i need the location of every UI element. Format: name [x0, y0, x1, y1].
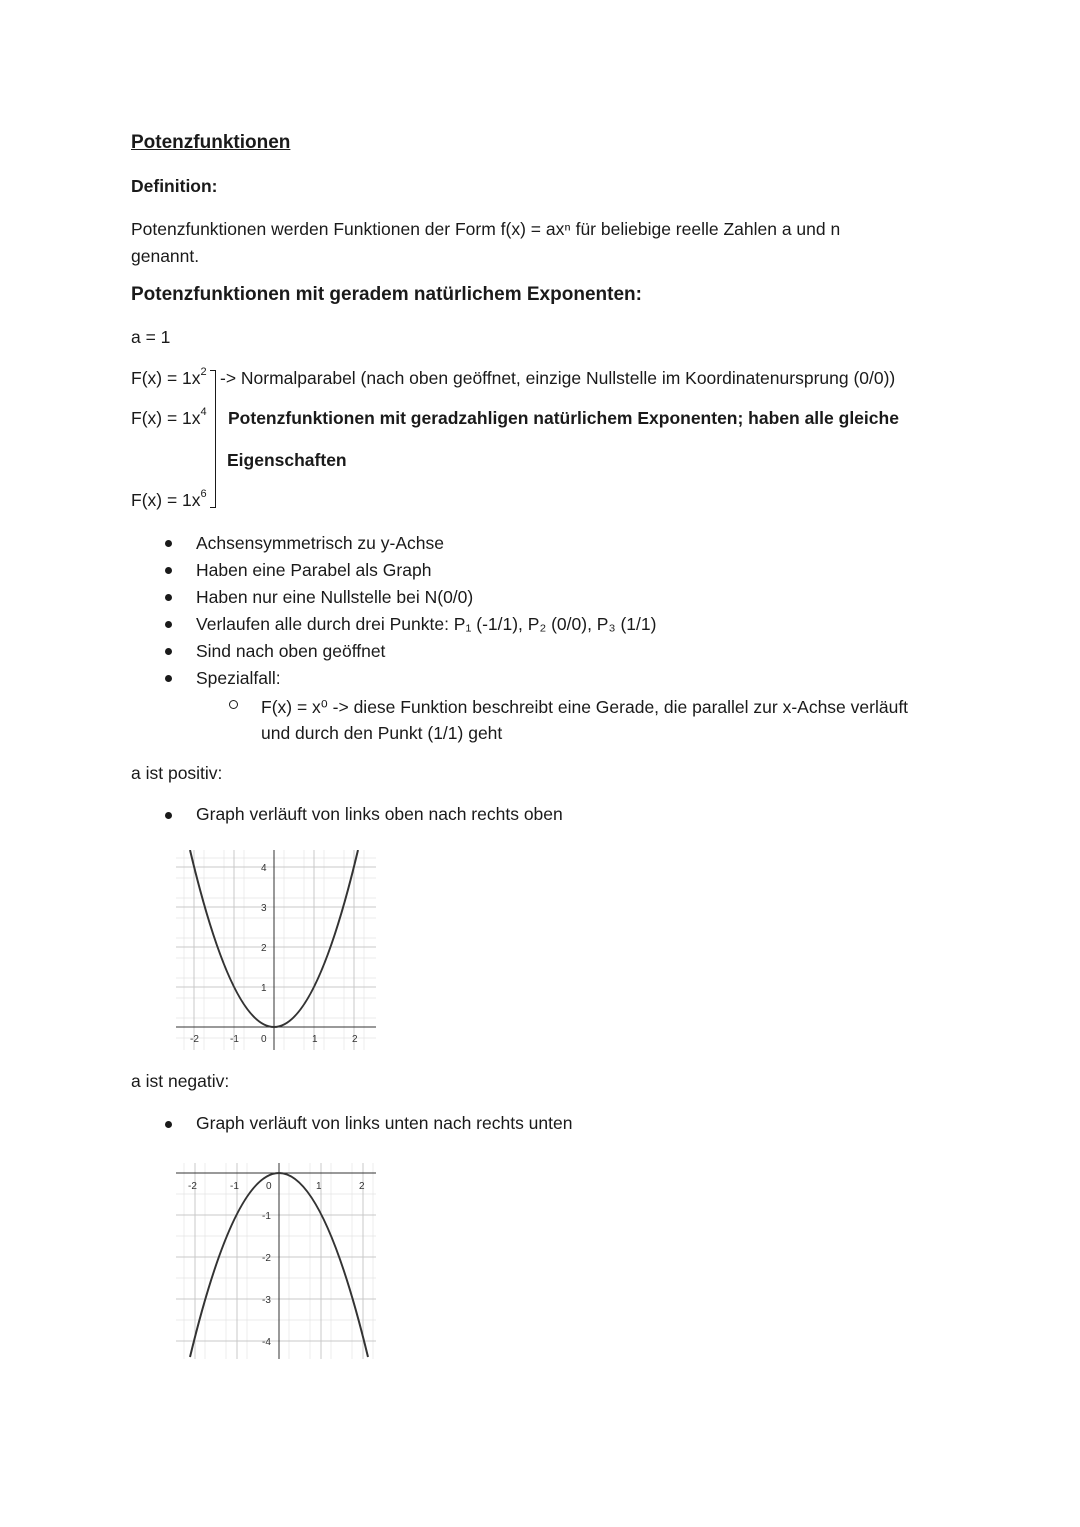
function-label: F(x) = 1x — [131, 490, 201, 510]
svg-text:-1: -1 — [230, 1034, 239, 1045]
grouping-bracket — [210, 370, 216, 508]
normalparabel-note: -> Normalparabel (nach oben geöffnet, einzige Nullstelle im Koordinatenursprung (0/0)) — [220, 368, 896, 388]
positive-bullet — [160, 804, 563, 825]
list-item: Verlaufen alle durch drei Punkte: P₁ (-1/1), P₂ (0/0), P₃ (1/1) — [160, 613, 656, 640]
function-label: F(x) = 1x — [131, 408, 201, 428]
svg-text:-2: -2 — [188, 1181, 197, 1192]
chart-svg — [176, 1163, 378, 1359]
svg-text:2: 2 — [261, 943, 267, 954]
function-label: F(x) = 1x — [131, 368, 201, 388]
svg-text:0: 0 — [266, 1181, 272, 1192]
negative-heading: a ist negativ: — [131, 1071, 230, 1091]
exponent: 6 — [200, 488, 207, 500]
svg-text:2: 2 — [352, 1034, 358, 1045]
chart-svg — [176, 850, 378, 1052]
svg-text:-4: -4 — [262, 1337, 271, 1348]
hollow-bullet-icon — [229, 700, 238, 709]
chart-positive-parabola — [176, 850, 378, 1057]
svg-text:1: 1 — [261, 983, 267, 994]
bracket-note-line2: Eigenschaften — [227, 450, 347, 470]
svg-text:-1: -1 — [230, 1181, 239, 1192]
function-x4 — [131, 408, 207, 429]
svg-text:1: 1 — [316, 1181, 322, 1192]
list-item: Haben eine Parabel als Graph — [160, 559, 656, 586]
svg-text:0: 0 — [261, 1034, 267, 1045]
section-heading: Potenzfunktionen mit geradem natürlichem Exponenten: — [131, 284, 642, 305]
negative-bullet — [160, 1113, 572, 1134]
bullet-text: Graph verläuft von links oben nach rechts oben — [196, 804, 563, 824]
svg-text:-2: -2 — [190, 1034, 199, 1045]
svg-text:4: 4 — [261, 863, 267, 874]
svg-text:3: 3 — [261, 903, 267, 914]
svg-text:1: 1 — [312, 1034, 318, 1045]
list-item: Achsensymmetrisch zu y-Achse — [160, 532, 656, 559]
bullet-text: Graph verläuft von links unten nach rechts unten — [196, 1113, 573, 1133]
list-item: Haben nur eine Nullstelle bei N(0/0) — [160, 586, 656, 613]
exponent: 2 — [200, 366, 207, 378]
svg-text:-2: -2 — [262, 1253, 271, 1264]
positive-heading: a ist positiv: — [131, 763, 223, 783]
properties-list — [160, 532, 656, 694]
list-item: Spezialfall: — [160, 667, 656, 694]
exponent: 4 — [200, 406, 207, 418]
definition-text: Potenzfunktionen werden Funktionen der Form f(x) = axⁿ für beliebige reelle Zahlen a und n genannt. — [131, 219, 841, 266]
chart-negative-parabola — [176, 1163, 378, 1364]
special-case-text: F(x) = x⁰ -> diese Funktion beschreibt eine Gerade, die parallel zur x-Achse verläuft und durch den Punkt (1/1) geht — [261, 697, 909, 743]
definition-heading: Definition: — [131, 176, 218, 196]
bracket-note-line1: Potenzfunktionen mit geradzahligen natürlichem Exponenten; haben alle gleiche — [228, 408, 899, 428]
page-title: Potenzfunktionen — [131, 132, 291, 153]
function-x6 — [131, 490, 207, 511]
function-x2 — [131, 368, 207, 389]
bullet-icon — [165, 1121, 172, 1128]
bullet-icon — [165, 812, 172, 819]
svg-text:-3: -3 — [262, 1295, 271, 1306]
svg-text:2: 2 — [359, 1181, 365, 1192]
a-value: a = 1 — [131, 327, 171, 347]
svg-text:-1: -1 — [262, 1211, 271, 1222]
list-item: Sind nach oben geöffnet — [160, 640, 656, 667]
